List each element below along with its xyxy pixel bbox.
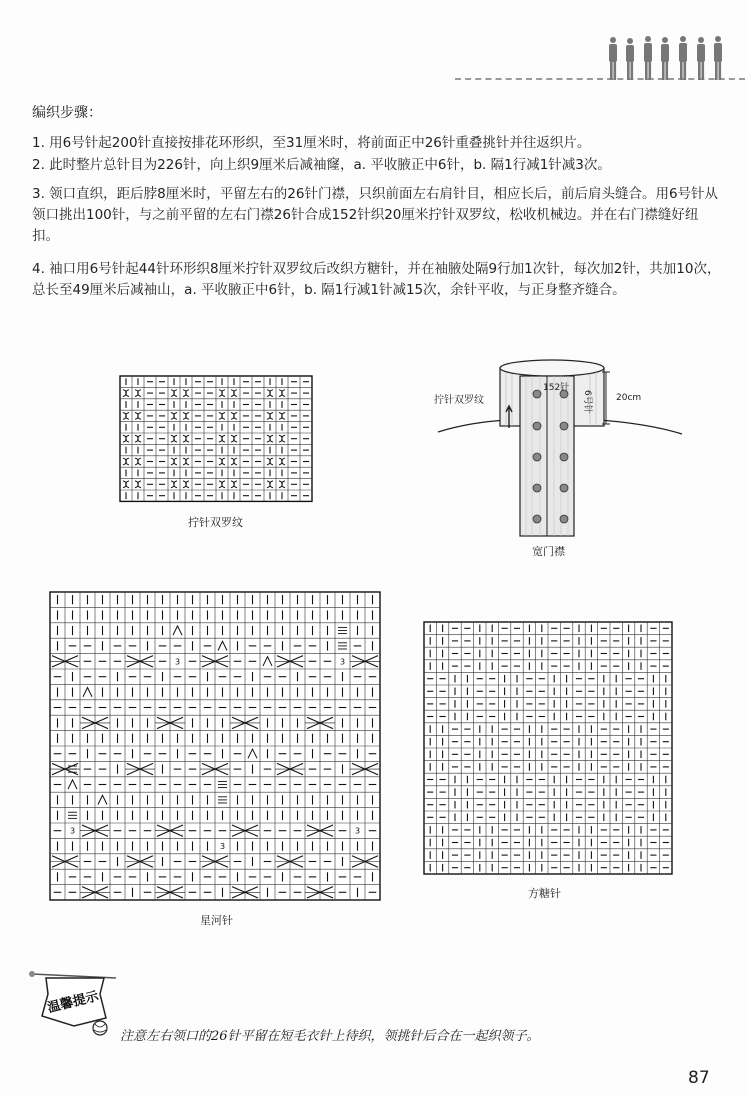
step-4: 4. 袖口用6号针起44针环形织8厘米拧针双罗纹后改织方糖针，并在袖腋处隔9行加1次针，每次加2针，共加10次，总长至49厘米后减袖山，a. 平收腋正中6针，b. 隔1行减1针减15次，余针平收，与正身整齐缝合。 — [32, 261, 721, 298]
stitch-symbol — [355, 827, 360, 836]
silhouette-people-icon — [605, 34, 725, 82]
stitch-symbol — [175, 657, 180, 666]
stitch-number-label: 3 — [219, 842, 226, 852]
placket-height-label: 20cm — [616, 393, 642, 403]
step-3: 3. 领口直织，距后脖8厘米时，平留左右的26针门襟，只织前面左右肩针目，相应长后，前后肩头缝合。用6号针从领口挑出100针，与之前平留的左右门襟26针合成152针织20厘米拧针双罗纹，松收机械边。并在右门襟缝好纽扣。 — [32, 186, 719, 244]
yarn-ball-icon — [93, 1021, 107, 1035]
step-2: 2. 此时整片总针目为226针，向上织9厘米后减袖窿，a. 平收腋正中6针，b. 隔1行减1针减3次。 — [32, 157, 611, 173]
sugar-cube-chart — [424, 622, 672, 874]
placket-caption: 宽门襟 — [532, 545, 565, 558]
star-stitch-chart — [50, 592, 382, 900]
placket-needle-label: 6号针 — [582, 390, 592, 414]
tip-text: 注意左右领口的26针平留在短毛衣针上待织，领挑针后合在一起织领子。 — [120, 1029, 540, 1044]
stitch-symbol — [220, 842, 225, 851]
tip-badge — [28, 966, 120, 1042]
stitch-number-label: 3 — [339, 657, 346, 667]
stitch-number-label: 3 — [69, 826, 76, 836]
placket-diagram — [430, 350, 690, 550]
stitch-number-label: 3 — [354, 826, 361, 836]
placket-side-label: 拧针双罗纹 — [434, 395, 484, 406]
collar-top — [500, 360, 604, 376]
stitch-symbol — [340, 657, 345, 666]
stitch-number-label: 3 — [174, 657, 181, 667]
sugar-cube-caption: 方糖针 — [528, 887, 561, 900]
instructions-heading: 编织步骤： — [32, 105, 102, 121]
placket-stitches-label: 152针 — [543, 383, 570, 393]
stitch-symbol — [70, 827, 75, 836]
page-number: 87 — [688, 1068, 710, 1088]
ribbing-caption: 拧针双罗纹 — [188, 516, 243, 529]
star-stitch-caption: 星河针 — [200, 914, 233, 927]
needle-tip-icon — [29, 971, 35, 977]
ribbing-chart — [120, 376, 316, 502]
step-1: 1. 用6号针起200针直接按排花环形织，至31厘米时，将前面正中26针重叠挑针并往返织片。 — [32, 135, 591, 151]
tip-badge-text: 温馨提示 — [46, 989, 101, 1017]
